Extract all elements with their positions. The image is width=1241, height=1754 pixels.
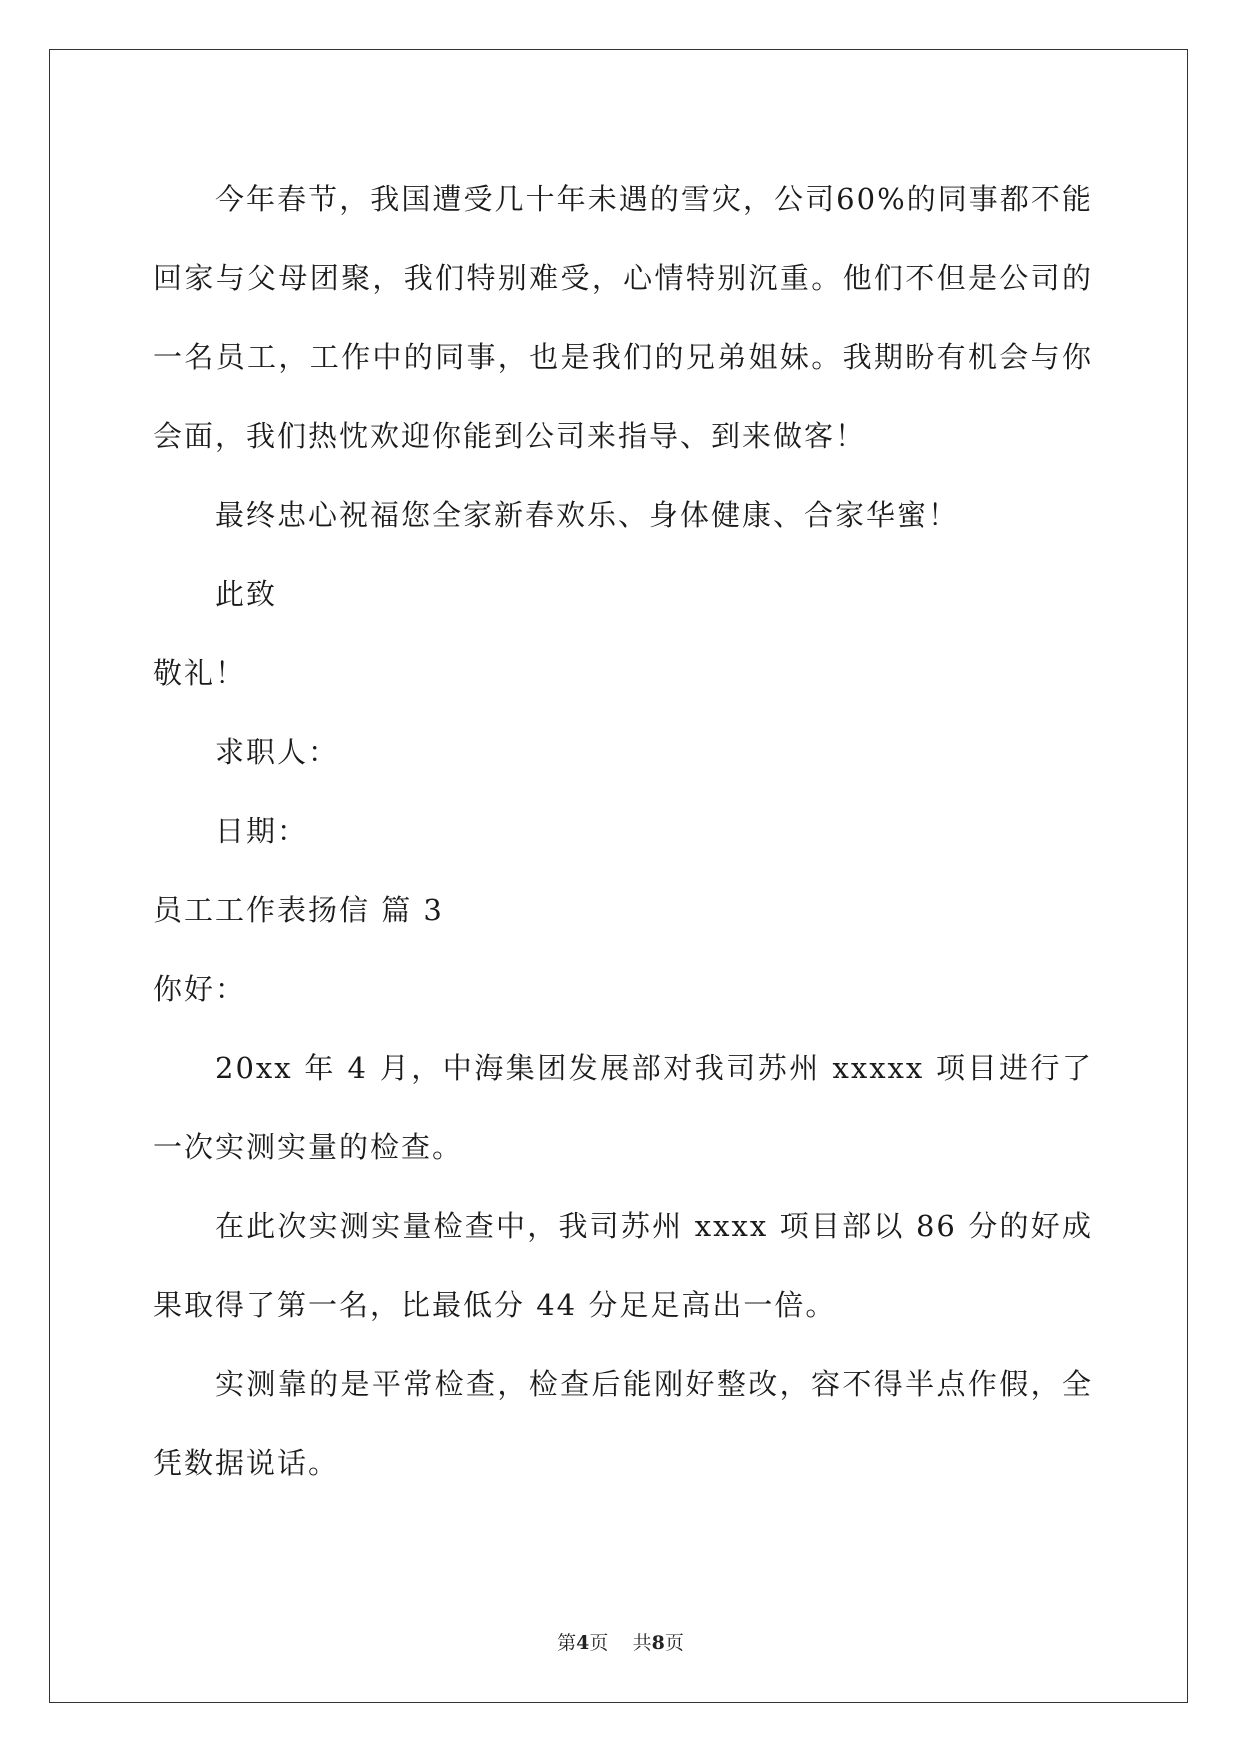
closing-jingli: 敬礼！ xyxy=(153,656,247,690)
footer-total-suffix: 页 xyxy=(664,1632,684,1654)
paragraph-snow-disaster: 今年春节，我国遭受几十年未遇的雪灾，公司60%的同事都不能回家与父母团聚，我们特别难受，心情特别沉重。他们不但是公司的一名员工，工作中的同事，也是我们的兄弟姐妹。我期盼有机会与你会面，我们热忱欢迎你能到公司来指导、到来做客！ xyxy=(153,182,1093,453)
footer-prefix: 第 xyxy=(557,1632,577,1654)
signature-date: 日期： xyxy=(215,814,309,848)
paragraph-result: 在此次实测实量检查中，我司苏州 xxxx 项目部以 86 分的好成果取得了第一名，比最低分 44 分足足高出一倍。 xyxy=(153,1209,1093,1322)
footer-total-pages: 8 xyxy=(651,1632,665,1654)
footer-current-page: 4 xyxy=(576,1632,590,1654)
document-body xyxy=(153,160,1093,1503)
paragraph-measurement: 实测靠的是平常检查，检查后能刚好整改，容不得半点作假，全凭数据说话。 xyxy=(153,1367,1093,1480)
section-heading: 员工工作表扬信 篇 3 xyxy=(153,893,444,927)
footer-total-prefix: 共 xyxy=(632,1632,652,1654)
closing-cizhi: 此致 xyxy=(215,577,278,611)
greeting: 你好： xyxy=(153,972,247,1006)
signature-applicant: 求职人： xyxy=(215,735,340,769)
paragraph-blessing: 最终忠心祝福您全家新春欢乐、身体健康、合家华蜜！ xyxy=(215,498,960,532)
footer-page-suffix: 页 xyxy=(589,1632,609,1654)
page-footer xyxy=(0,1628,1241,1655)
paragraph-inspection: 20xx 年 4 月，中海集团发展部对我司苏州 xxxxx 项目进行了一次实测实量的检查。 xyxy=(153,1051,1093,1164)
